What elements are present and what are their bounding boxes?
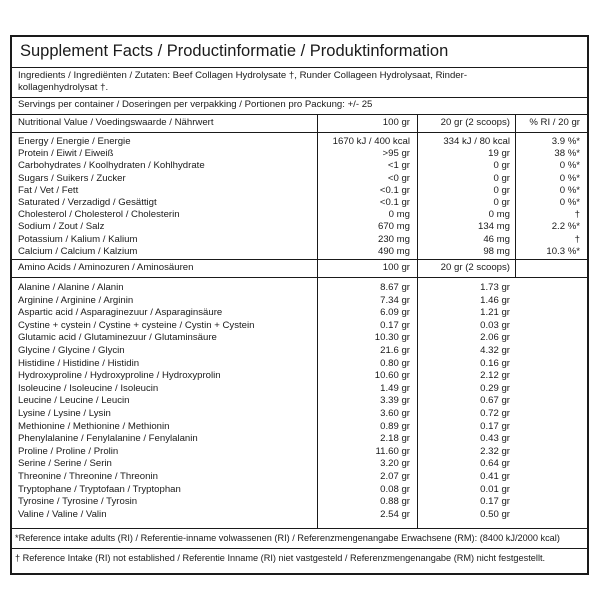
amino-acid-name: Glycine / Glycine / Glycin (18, 345, 125, 356)
amino-acid-per-100g: 21.6 gr (380, 345, 410, 356)
nutrition-row (12, 160, 587, 172)
nutrient-name: Sodium / Zout / Salz (18, 221, 105, 233)
nutrient-name: Carbohydrates / Koolhydraten / Kohlhydrate (18, 160, 205, 172)
amino-acid-per-100g: 0.88 gr (380, 496, 410, 508)
amino-acid-per-20g: 0.17 gr (480, 420, 510, 432)
amino-acid-per-20g: 0.29 gr (480, 382, 510, 394)
amino-acid-per-100g: 0.89 gr (380, 420, 410, 432)
amino-acid-row (12, 320, 587, 332)
nutrient-ri-percent: 10.3 %* (546, 245, 580, 257)
nutrient-per-20g: 334 kJ / 80 kcal (443, 136, 510, 147)
nutrient-per-100g: <0 gr (387, 172, 410, 184)
amino-acid-row (12, 496, 587, 508)
nutrient-ri-percent: 0 %* (559, 184, 580, 196)
supplement-facts-label (10, 35, 589, 575)
nutrient-per-100g: 490 mg (378, 245, 410, 257)
amino-acid-per-100g: 2.07 gr (380, 471, 410, 482)
divider (12, 97, 587, 98)
nutrient-per-100g: 0 mg (388, 209, 410, 221)
nutrient-name: Sugars / Suikers / Zucker (18, 172, 126, 184)
column-divider (317, 114, 318, 528)
amino-acid-name: Lysine / Lysine / Lysin (18, 408, 111, 419)
amino-acid-per-100g: 11.60 gr (375, 445, 410, 457)
amino-acid-row (12, 471, 587, 483)
amino-acid-row (12, 282, 587, 294)
nutrition-row (12, 148, 587, 160)
nutrient-name: Protein / Eiwit / Eiweiß (18, 148, 114, 160)
amino-acid-name: Valine / Valine / Valin (18, 508, 107, 520)
amino-acid-name: Isoleucine / Isoleucine / Isoleucin (18, 382, 159, 394)
label-title: Supplement Facts / Productinformatie / Produktinformation (20, 42, 449, 60)
footnote-not-established: † Reference Intake (RI) not established / Referentie Inname (RI) niet vastgesteld / Referenzmengenangabe (RM) nicht festgestellt. (15, 553, 546, 563)
amino-acid-row (12, 332, 587, 344)
amino-acid-row (12, 345, 587, 357)
amino-acid-per-100g: 0.17 gr (380, 319, 410, 331)
nutrient-ri-percent: 2.2 %* (551, 221, 580, 233)
amino-acid-name: Phenylalanine / Fenylalanine / Fenylalanin (18, 433, 198, 445)
divider (12, 277, 587, 278)
amino-acid-row (12, 433, 587, 445)
amino-acid-per-20g: 1.46 gr (480, 294, 510, 306)
amino-acid-per-20g: 2.32 gr (480, 445, 510, 457)
nutrition-header-20g: 20 gr (2 scoops) (440, 117, 510, 128)
amino-acid-name: Tyrosine / Tyrosine / Tyrosin (18, 496, 138, 508)
amino-acid-per-100g: 3.20 gr (380, 458, 410, 470)
nutrition-header-name: Nutritional Value / Voedingswaarde / Nährwert (18, 117, 214, 128)
amino-header-20g: 20 gr (2 scoops) (440, 262, 510, 273)
nutrient-ri-percent: † (574, 209, 580, 221)
nutrient-ri-percent: † (574, 233, 580, 245)
nutrient-ri-percent: 0 %* (559, 197, 580, 208)
divider (12, 67, 587, 68)
amino-acid-name: Hydroxyproline / Hydroxyproline / Hydroxyprolin (18, 370, 221, 382)
amino-acid-name: Threonine / Threonine / Threonin (18, 471, 158, 482)
amino-acid-per-20g: 0.64 gr (480, 458, 510, 470)
amino-acid-per-100g: 10.30 gr (374, 332, 410, 344)
amino-acid-row (12, 395, 587, 407)
amino-acid-name: Arginine / Arginine / Arginin (18, 294, 134, 306)
divider (12, 259, 587, 260)
nutrient-ri-percent: 0 %* (559, 172, 580, 184)
amino-acid-per-20g: 2.12 gr (480, 370, 510, 382)
amino-acid-row (12, 446, 587, 458)
nutrition-row (12, 136, 587, 148)
amino-acid-per-20g: 0.43 gr (480, 433, 510, 445)
amino-acid-name: Glutamic acid / Glutaminezuur / Glutaminsäure (18, 332, 217, 344)
ingredients-line-1: Ingredients / Ingrediënten / Zutaten: Beef Collagen Hydrolysate †, Runder Collageen Hydrolysaat, Rinder- (18, 70, 468, 81)
amino-acid-name: Histidine / Histidine / Histidin (18, 357, 140, 369)
amino-acid-per-100g: 0.80 gr (380, 357, 410, 369)
nutrient-ri-percent: 0 %* (559, 160, 580, 172)
nutrient-name: Calcium / Calcium / Kalzium (18, 245, 138, 257)
nutrition-row (12, 221, 587, 233)
nutrient-per-100g: 230 mg (378, 233, 410, 245)
amino-acid-per-20g: 0.72 gr (480, 408, 510, 419)
amino-acid-per-100g: 1.49 gr (380, 382, 410, 394)
nutrient-name: Potassium / Kalium / Kalium (18, 233, 138, 245)
amino-acid-name: Aspartic acid / Asparaginezuur / Asparaginsäure (18, 307, 223, 319)
amino-acid-per-100g: 7.34 gr (380, 294, 410, 306)
amino-acid-row (12, 358, 587, 370)
amino-acid-per-20g: 2.06 gr (480, 332, 510, 344)
amino-acid-name: Serine / Serine / Serin (18, 458, 112, 470)
amino-acid-row (12, 458, 587, 470)
amino-acid-per-20g: 0.01 gr (480, 483, 510, 495)
amino-acid-name: Alanine / Alanine / Alanin (18, 282, 124, 293)
amino-acid-row (12, 408, 587, 420)
amino-acid-per-100g: 0.08 gr (380, 483, 410, 495)
amino-acid-per-20g: 0.03 gr (480, 319, 510, 331)
nutrient-per-20g: 0 gr (493, 184, 510, 196)
nutrient-per-20g: 0 gr (493, 160, 510, 172)
divider (12, 528, 587, 529)
column-divider (417, 114, 418, 528)
nutrient-per-100g: >95 gr (382, 148, 410, 160)
nutrition-row (12, 209, 587, 221)
nutrient-per-20g: 0 gr (493, 172, 510, 184)
amino-header-name: Amino Acids / Aminozuren / Aminosäuren (18, 262, 194, 273)
nutrition-header-100g: 100 gr (382, 117, 410, 128)
nutrition-row (12, 197, 587, 209)
nutrient-ri-percent: 38 %* (554, 148, 580, 160)
nutrient-per-20g: 98 mg (483, 245, 510, 257)
amino-acid-per-100g: 6.09 gr (380, 307, 410, 319)
column-divider (515, 114, 516, 277)
amino-acid-row (12, 421, 587, 433)
nutrient-name: Energy / Energie / Energie (18, 136, 131, 147)
amino-acid-per-100g: 2.54 gr (380, 508, 410, 520)
amino-acid-row (12, 370, 587, 382)
nutrient-per-20g: 19 gr (488, 148, 510, 160)
nutrition-header-ri: % RI / 20 gr (529, 117, 580, 128)
amino-acid-row (12, 295, 587, 307)
amino-acid-per-20g: 1.73 gr (480, 282, 510, 293)
footnote-reference-intake: *Reference intake adults (RI) / Referentie-inname volwassenen (RI) / Referenzmengenangabe Erwachsene (RM): (8400 kJ/2000 kcal) (15, 533, 560, 543)
servings-info: Servings per container / Doseringen per verpakking / Portionen pro Packung: +/- 25 (18, 99, 373, 110)
amino-acid-name: Tryptophane / Tryptofaan / Tryptophan (18, 483, 181, 495)
amino-acid-row (12, 509, 587, 521)
nutrition-row (12, 246, 587, 258)
nutrition-row (12, 185, 587, 197)
nutrient-per-20g: 0 gr (493, 197, 510, 208)
amino-acid-per-20g: 0.17 gr (480, 496, 510, 508)
amino-acid-per-20g: 0.16 gr (480, 357, 510, 369)
divider (12, 114, 587, 115)
divider (12, 548, 587, 549)
nutrient-name: Cholesterol / Cholesterol / Cholesterin (18, 209, 180, 221)
nutrient-per-100g: <0.1 gr (379, 197, 410, 208)
amino-acid-name: Proline / Proline / Prolin (18, 445, 119, 457)
ingredients-line-2: kollagenhydrolysat †. (18, 82, 109, 93)
amino-acid-name: Methionine / Methionine / Methionin (18, 420, 170, 432)
nutrient-per-100g: 1670 kJ / 400 kcal (332, 136, 410, 147)
nutrient-per-20g: 134 mg (478, 221, 510, 233)
amino-acid-per-100g: 10.60 gr (374, 370, 410, 382)
nutrient-ri-percent: 3.9 %* (551, 136, 580, 147)
nutrient-per-20g: 46 mg (483, 233, 510, 245)
divider (12, 132, 587, 133)
amino-acid-per-100g: 3.60 gr (380, 408, 410, 419)
amino-acid-per-100g: 3.39 gr (380, 395, 410, 407)
nutrient-name: Saturated / Verzadigd / Gesättigt (18, 197, 157, 208)
amino-acid-per-100g: 2.18 gr (380, 433, 410, 445)
nutrient-name: Fat / Vet / Fett (18, 184, 79, 196)
amino-acid-per-20g: 0.50 gr (480, 508, 510, 520)
amino-acid-per-20g: 0.41 gr (480, 471, 510, 482)
amino-acid-per-20g: 4.32 gr (480, 345, 510, 356)
amino-acid-row (12, 307, 587, 319)
amino-acid-per-20g: 0.67 gr (480, 395, 510, 407)
nutrition-row (12, 173, 587, 185)
amino-acid-name: Cystine + cystein / Cystine + cysteine / Cystin + Cystein (18, 319, 255, 331)
amino-acid-row (12, 484, 587, 496)
nutrient-per-100g: 670 mg (378, 221, 410, 233)
amino-acid-per-100g: 8.67 gr (380, 282, 410, 293)
amino-header-100g: 100 gr (382, 262, 410, 273)
nutrient-per-20g: 0 mg (488, 209, 510, 221)
amino-acid-per-20g: 1.21 gr (480, 307, 510, 319)
amino-acid-row (12, 383, 587, 395)
nutrition-row (12, 234, 587, 246)
nutrient-per-100g: <0.1 gr (379, 184, 410, 196)
amino-acid-name: Leucine / Leucine / Leucin (18, 395, 130, 407)
nutrient-per-100g: <1 gr (387, 160, 410, 172)
